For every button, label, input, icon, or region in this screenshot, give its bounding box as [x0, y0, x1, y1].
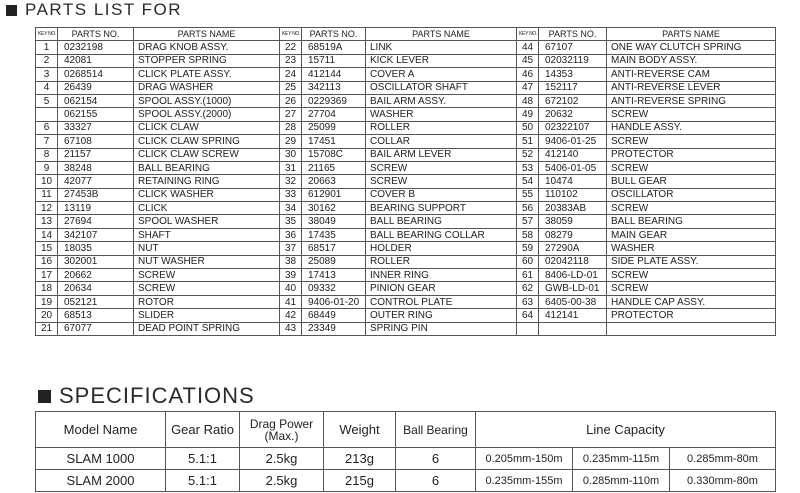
key-no-cell: 60: [517, 255, 539, 268]
line-capacity-1: 0.235mm-155m: [476, 470, 573, 492]
key-no-cell: 4: [36, 81, 58, 94]
key-no-cell: 23: [280, 54, 302, 67]
spec-table: [35, 411, 776, 492]
parts-no-cell: 412144: [302, 68, 366, 81]
parts-name-cell: WASHER: [607, 242, 776, 255]
parts-no-cell: 42077: [58, 175, 134, 188]
key-no-cell: 50: [517, 121, 539, 134]
parts-no-cell: [539, 322, 607, 335]
line-capacity-2: 0.235mm-115m: [573, 448, 670, 470]
parts-no-cell: 33327: [58, 121, 134, 134]
key-no-cell: 28: [280, 121, 302, 134]
key-no-cell: 40: [280, 282, 302, 295]
parts-no-header: PARTS NO.: [539, 28, 607, 41]
parts-no-cell: 25089: [302, 255, 366, 268]
ball-bearing-count: 6: [396, 470, 476, 492]
parts-no-header: PARTS NO.: [302, 28, 366, 41]
key-no-cell: 55: [517, 188, 539, 201]
parts-name-cell: NUT: [134, 242, 280, 255]
parts-row: [36, 322, 776, 335]
parts-name-cell: STOPPER SPRING: [134, 54, 280, 67]
key-no-cell: 9: [36, 161, 58, 174]
key-no-header: KEY NO.: [517, 28, 539, 41]
parts-row: [36, 282, 776, 295]
key-no-cell: 15: [36, 242, 58, 255]
parts-no-cell: 68449: [302, 309, 366, 322]
parts-row: [36, 269, 776, 282]
parts-no-cell: 062154: [58, 94, 134, 107]
key-no-cell: 49: [517, 108, 539, 121]
parts-name-cell: BULL GEAR: [607, 175, 776, 188]
parts-name-cell: KICK LEVER: [366, 54, 517, 67]
parts-name-cell: HANDLE CAP ASSY.: [607, 295, 776, 308]
key-no-cell: 3: [36, 68, 58, 81]
parts-name-cell: CLICK CLAW SCREW: [134, 148, 280, 161]
parts-no-cell: 21157: [58, 148, 134, 161]
key-no-cell: 8: [36, 148, 58, 161]
key-no-cell: 47: [517, 81, 539, 94]
parts-name-cell: MAIN BODY ASSY.: [607, 54, 776, 67]
parts-name-cell: ROTOR: [134, 295, 280, 308]
parts-row: [36, 121, 776, 134]
parts-row: [36, 228, 776, 241]
parts-no-cell: 67077: [58, 322, 134, 335]
key-no-cell: 30: [280, 148, 302, 161]
parts-name-cell: CLICK CLAW SPRING: [134, 135, 280, 148]
parts-row: [36, 94, 776, 107]
key-no-header: KEY NO.: [280, 28, 302, 41]
parts-name-cell: SLIDER: [134, 309, 280, 322]
parts-name-cell: OSCILLATOR: [607, 188, 776, 201]
gear-ratio-header: Gear Ratio: [166, 412, 240, 448]
parts-no-cell: 152117: [539, 81, 607, 94]
parts-no-cell: 25099: [302, 121, 366, 134]
weight: 213g: [324, 448, 396, 470]
key-no-cell: 31: [280, 161, 302, 174]
parts-name-cell: CLICK CLAW: [134, 121, 280, 134]
parts-no-cell: 18035: [58, 242, 134, 255]
key-no-cell: 24: [280, 68, 302, 81]
drag-power-label: Drag Power: [249, 416, 314, 431]
parts-row: [36, 188, 776, 201]
parts-name-cell: ANTI-REVERSE SPRING: [607, 94, 776, 107]
parts-no-cell: 26439: [58, 81, 134, 94]
parts-no-cell: 67108: [58, 135, 134, 148]
parts-no-cell: 6405-00-38: [539, 295, 607, 308]
key-no-cell: 52: [517, 148, 539, 161]
gear-ratio: 5.1:1: [166, 448, 240, 470]
parts-name-cell: SCREW: [366, 161, 517, 174]
parts-no-cell: 68517: [302, 242, 366, 255]
parts-name-cell: SIDE PLATE ASSY.: [607, 255, 776, 268]
parts-row: [36, 242, 776, 255]
parts-no-cell: 14353: [539, 68, 607, 81]
key-no-cell: 37: [280, 242, 302, 255]
parts-name-cell: ROLLER: [366, 121, 517, 134]
key-no-cell: 14: [36, 228, 58, 241]
key-no-cell: 62: [517, 282, 539, 295]
key-no-cell: 34: [280, 202, 302, 215]
parts-no-cell: 302001: [58, 255, 134, 268]
parts-no-cell: 23349: [302, 322, 366, 335]
key-no-cell: 26: [280, 94, 302, 107]
key-no-header: KEY NO.: [36, 28, 58, 41]
ball-bearing-header: Ball Bearing: [396, 412, 476, 448]
key-no-cell: 63: [517, 295, 539, 308]
parts-no-cell: 68519A: [302, 41, 366, 54]
parts-name-cell: INNER RING: [366, 269, 517, 282]
parts-name-cell: SCREW: [607, 202, 776, 215]
parts-no-cell: 02042118: [539, 255, 607, 268]
parts-name-cell: PROTECTOR: [607, 309, 776, 322]
key-no-cell: 36: [280, 228, 302, 241]
drag-power-header: [240, 412, 324, 448]
parts-name-cell: SPOOL ASSY.(2000): [134, 108, 280, 121]
key-no-cell: [517, 322, 539, 335]
key-no-cell: 58: [517, 228, 539, 241]
key-no-cell: 39: [280, 269, 302, 282]
parts-row: [36, 81, 776, 94]
key-no-cell: 44: [517, 41, 539, 54]
parts-no-cell: 21165: [302, 161, 366, 174]
parts-name-cell: SCREW: [607, 135, 776, 148]
parts-row: [36, 54, 776, 67]
parts-name-cell: DEAD POINT SPRING: [134, 322, 280, 335]
key-no-cell: 61: [517, 269, 539, 282]
parts-name-cell: BALL BEARING: [134, 161, 280, 174]
parts-name-cell: BALL BEARING COLLAR: [366, 228, 517, 241]
key-no-cell: 64: [517, 309, 539, 322]
key-no-cell: 53: [517, 161, 539, 174]
parts-name-cell: CLICK: [134, 202, 280, 215]
key-no-cell: 13: [36, 215, 58, 228]
parts-no-cell: 42081: [58, 54, 134, 67]
key-no-cell: [36, 108, 58, 121]
parts-no-cell: 27694: [58, 215, 134, 228]
parts-row: [36, 108, 776, 121]
key-no-cell: 59: [517, 242, 539, 255]
parts-title-text: PARTS LIST FOR: [25, 0, 183, 19]
parts-name-cell: SCREW: [134, 282, 280, 295]
key-no-cell: 48: [517, 94, 539, 107]
parts-no-cell: 02322107: [539, 121, 607, 134]
parts-no-cell: 38049: [302, 215, 366, 228]
parts-name-cell: SCREW: [366, 175, 517, 188]
parts-no-cell: 10474: [539, 175, 607, 188]
square-bullet-icon: [6, 5, 17, 16]
ball-bearing-count: 6: [396, 448, 476, 470]
spec-title-text: SPECIFICATIONS: [59, 383, 255, 408]
drag-power: 2.5kg: [240, 448, 324, 470]
parts-no-cell: 5406-01-05: [539, 161, 607, 174]
parts-no-cell: 68513: [58, 309, 134, 322]
key-no-cell: 51: [517, 135, 539, 148]
parts-no-cell: 08279: [539, 228, 607, 241]
line-capacity-header: Line Capacity: [476, 412, 776, 448]
spec-row: [36, 470, 776, 492]
line-capacity-3: 0.285mm-80m: [670, 448, 776, 470]
parts-no-cell: 110102: [539, 188, 607, 201]
parts-no-cell: 20632: [539, 108, 607, 121]
parts-name-cell: BAIL ARM LEVER: [366, 148, 517, 161]
drag-power-max-label: (Max.): [264, 428, 299, 443]
parts-name-cell: LINK: [366, 41, 517, 54]
parts-name-cell: COVER B: [366, 188, 517, 201]
parts-no-cell: 20383AB: [539, 202, 607, 215]
parts-row: [36, 41, 776, 54]
parts-name-header: PARTS NAME: [134, 28, 280, 41]
parts-row: [36, 255, 776, 268]
parts-name-cell: DRAG KNOB ASSY.: [134, 41, 280, 54]
key-no-cell: 1: [36, 41, 58, 54]
parts-name-cell: SPOOL WASHER: [134, 215, 280, 228]
parts-no-cell: 17451: [302, 135, 366, 148]
weight-header: Weight: [324, 412, 396, 448]
parts-row: [36, 161, 776, 174]
parts-name-cell: PROTECTOR: [607, 148, 776, 161]
parts-name-cell: OSCILLATOR SHAFT: [366, 81, 517, 94]
parts-name-cell: BEARING SUPPORT: [366, 202, 517, 215]
drag-power: 2.5kg: [240, 470, 324, 492]
parts-name-cell: RETAINING RING: [134, 175, 280, 188]
parts-no-cell: 612901: [302, 188, 366, 201]
line-capacity-3: 0.330mm-80m: [670, 470, 776, 492]
parts-name-cell: ONE WAY CLUTCH SPRING: [607, 41, 776, 54]
parts-section-title: [6, 0, 182, 20]
parts-row: [36, 295, 776, 308]
parts-no-header: PARTS NO.: [58, 28, 134, 41]
model-name: SLAM 1000: [36, 448, 166, 470]
parts-no-cell: 20634: [58, 282, 134, 295]
parts-name-cell: COLLAR: [366, 135, 517, 148]
key-no-cell: 25: [280, 81, 302, 94]
key-no-cell: 20: [36, 309, 58, 322]
key-no-cell: 54: [517, 175, 539, 188]
parts-name-cell: ANTI-REVERSE LEVER: [607, 81, 776, 94]
parts-name-cell: SCREW: [607, 161, 776, 174]
key-no-cell: 32: [280, 175, 302, 188]
key-no-cell: 27: [280, 108, 302, 121]
key-no-cell: 42: [280, 309, 302, 322]
key-no-cell: 35: [280, 215, 302, 228]
parts-row: [36, 135, 776, 148]
parts-no-cell: 20663: [302, 175, 366, 188]
spec-header-row: [36, 412, 776, 448]
parts-name-cell: BALL BEARING: [366, 215, 517, 228]
key-no-cell: 22: [280, 41, 302, 54]
parts-no-cell: 052121: [58, 295, 134, 308]
parts-name-cell: CONTROL PLATE: [366, 295, 517, 308]
key-no-cell: 33: [280, 188, 302, 201]
parts-name-cell: NUT WASHER: [134, 255, 280, 268]
parts-name-cell: [607, 322, 776, 335]
parts-no-cell: 15711: [302, 54, 366, 67]
key-no-cell: 6: [36, 121, 58, 134]
parts-no-cell: 38248: [58, 161, 134, 174]
parts-no-cell: 02032119: [539, 54, 607, 67]
parts-row: [36, 148, 776, 161]
weight: 215g: [324, 470, 396, 492]
key-no-cell: 16: [36, 255, 58, 268]
parts-row: [36, 309, 776, 322]
parts-table-body: [36, 41, 776, 336]
parts-row: [36, 175, 776, 188]
key-no-cell: 57: [517, 215, 539, 228]
parts-no-cell: 30162: [302, 202, 366, 215]
key-no-cell: 21: [36, 322, 58, 335]
parts-no-cell: 0268514: [58, 68, 134, 81]
parts-name-cell: BALL BEARING: [607, 215, 776, 228]
parts-no-cell: GWB-LD-01: [539, 282, 607, 295]
line-capacity-1: 0.205mm-150m: [476, 448, 573, 470]
parts-row: [36, 68, 776, 81]
parts-row: [36, 202, 776, 215]
parts-no-cell: 062155: [58, 108, 134, 121]
parts-no-cell: 8406-LD-01: [539, 269, 607, 282]
parts-no-cell: 27453B: [58, 188, 134, 201]
parts-name-cell: PINION GEAR: [366, 282, 517, 295]
parts-no-cell: 9406-01-25: [539, 135, 607, 148]
parts-no-cell: 17435: [302, 228, 366, 241]
parts-name-cell: OUTER RING: [366, 309, 517, 322]
key-no-cell: 41: [280, 295, 302, 308]
parts-no-cell: 342113: [302, 81, 366, 94]
parts-no-cell: 15708C: [302, 148, 366, 161]
key-no-cell: 56: [517, 202, 539, 215]
parts-name-cell: COVER A: [366, 68, 517, 81]
parts-name-cell: SPRING PIN: [366, 322, 517, 335]
parts-name-cell: ANTI-REVERSE CAM: [607, 68, 776, 81]
parts-no-cell: 0229369: [302, 94, 366, 107]
spec-section-title: [38, 383, 255, 409]
key-no-cell: 45: [517, 54, 539, 67]
parts-name-cell: SPOOL ASSY.(1000): [134, 94, 280, 107]
parts-header-row: [36, 28, 776, 41]
parts-row: [36, 215, 776, 228]
square-bullet-icon: [38, 390, 51, 403]
parts-no-cell: 0232198: [58, 41, 134, 54]
spec-row: [36, 448, 776, 470]
key-no-cell: 12: [36, 202, 58, 215]
parts-no-cell: 27290A: [539, 242, 607, 255]
parts-no-cell: 13119: [58, 202, 134, 215]
parts-name-cell: CLICK WASHER: [134, 188, 280, 201]
parts-name-cell: HOLDER: [366, 242, 517, 255]
parts-no-cell: 09332: [302, 282, 366, 295]
gear-ratio: 5.1:1: [166, 470, 240, 492]
key-no-cell: 10: [36, 175, 58, 188]
parts-no-cell: 17413: [302, 269, 366, 282]
parts-name-cell: MAIN GEAR: [607, 228, 776, 241]
parts-name-cell: BAIL ARM ASSY.: [366, 94, 517, 107]
key-no-cell: 2: [36, 54, 58, 67]
key-no-cell: 5: [36, 94, 58, 107]
parts-name-cell: SCREW: [607, 269, 776, 282]
key-no-cell: 18: [36, 282, 58, 295]
parts-no-cell: 67107: [539, 41, 607, 54]
key-no-cell: 17: [36, 269, 58, 282]
parts-no-cell: 412141: [539, 309, 607, 322]
parts-no-cell: 20662: [58, 269, 134, 282]
key-no-cell: 11: [36, 188, 58, 201]
parts-name-cell: SCREW: [607, 282, 776, 295]
key-no-cell: 46: [517, 68, 539, 81]
parts-no-cell: 412140: [539, 148, 607, 161]
key-no-cell: 7: [36, 135, 58, 148]
parts-name-header: PARTS NAME: [366, 28, 517, 41]
key-no-cell: 29: [280, 135, 302, 148]
parts-no-cell: 672102: [539, 94, 607, 107]
parts-table: [35, 27, 776, 336]
key-no-cell: 19: [36, 295, 58, 308]
model-name-header: Model Name: [36, 412, 166, 448]
parts-name-cell: WASHER: [366, 108, 517, 121]
parts-name-cell: SHAFT: [134, 228, 280, 241]
key-no-cell: 43: [280, 322, 302, 335]
parts-name-cell: DRAG WASHER: [134, 81, 280, 94]
parts-no-cell: 9406-01-20: [302, 295, 366, 308]
model-name: SLAM 2000: [36, 470, 166, 492]
parts-name-cell: CLICK PLATE ASSY.: [134, 68, 280, 81]
parts-name-cell: SCREW: [134, 269, 280, 282]
line-capacity-2: 0.285mm-110m: [573, 470, 670, 492]
parts-no-cell: 38059: [539, 215, 607, 228]
parts-name-cell: ROLLER: [366, 255, 517, 268]
parts-no-cell: 342107: [58, 228, 134, 241]
key-no-cell: 38: [280, 255, 302, 268]
parts-no-cell: 27704: [302, 108, 366, 121]
parts-name-cell: SCREW: [607, 108, 776, 121]
parts-name-cell: HANDLE ASSY.: [607, 121, 776, 134]
parts-name-header: PARTS NAME: [607, 28, 776, 41]
